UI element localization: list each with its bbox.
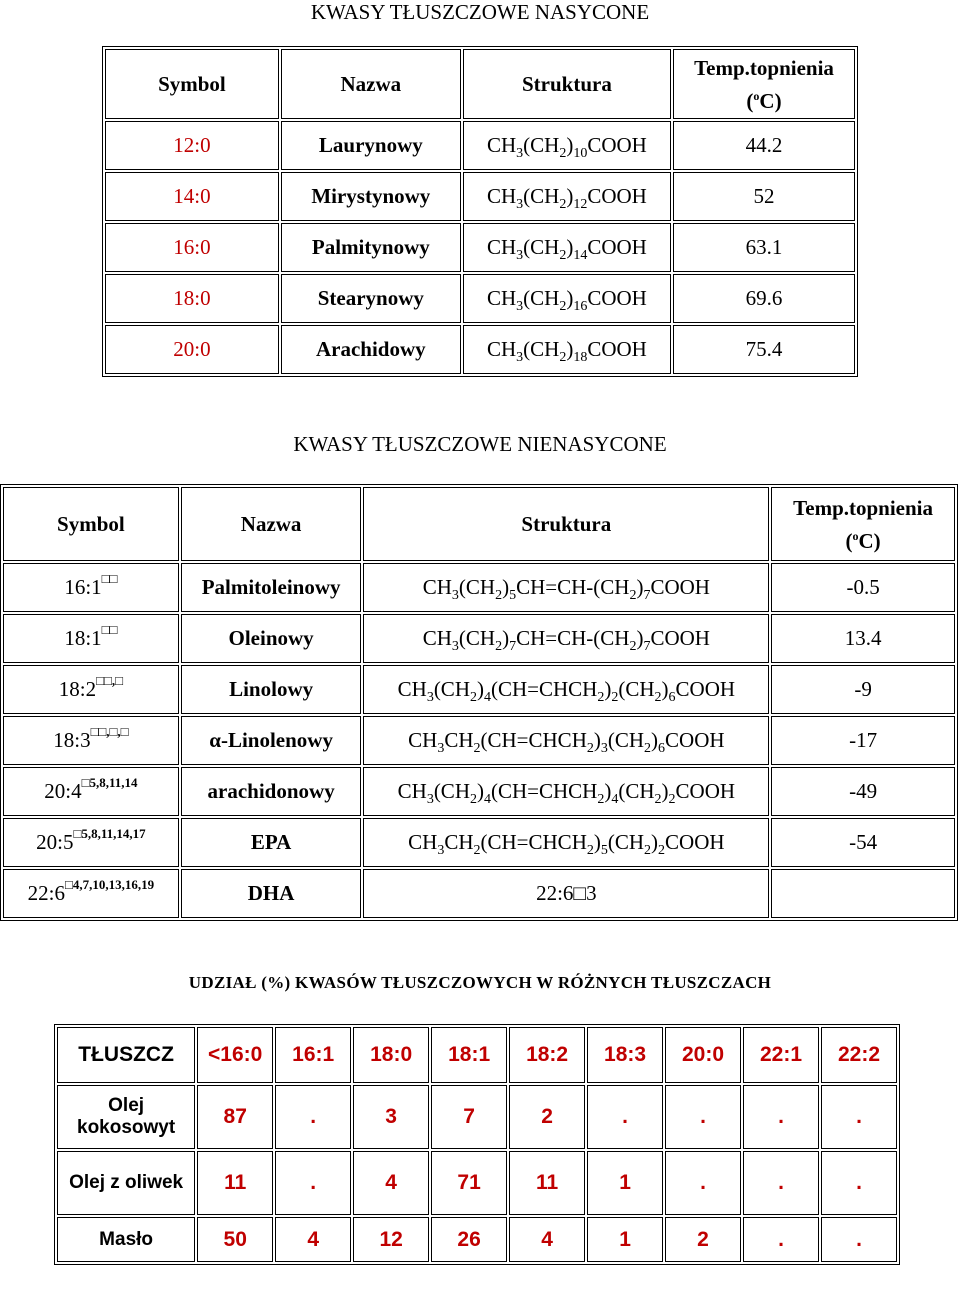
header-name: Nazwa: [281, 49, 461, 119]
formula-subscript: 2: [469, 792, 477, 808]
formula-part: CH: [486, 235, 517, 259]
formula-subscript: 3: [426, 690, 434, 706]
header-symbol: Symbol: [105, 49, 279, 119]
cell-value: 1: [587, 1217, 663, 1262]
formula-subscript: 2: [559, 146, 567, 162]
formula-subscript: 6: [668, 690, 676, 706]
cell-structure: [463, 172, 671, 221]
cell-value: .: [821, 1217, 897, 1262]
formula-part: ): [636, 626, 644, 650]
formula-part: ): [604, 779, 612, 803]
cell-structure: [463, 223, 671, 272]
formula-part: ): [651, 728, 659, 752]
header-acid: 20:0: [665, 1027, 741, 1083]
formula-part: (CH: [523, 235, 560, 259]
formula-part: (CH: [458, 575, 496, 599]
formula-part: ): [651, 830, 659, 854]
unsaturated-title: KWASY TŁUSZCZOWE NIENASYCONE: [293, 432, 667, 456]
cell-value: 4: [275, 1217, 351, 1262]
cell-symbol: 14:0: [105, 172, 279, 221]
formula-subscript: 2: [586, 741, 594, 757]
cell-structure: [463, 325, 671, 374]
table-row: [105, 172, 855, 221]
cell-name: EPA: [181, 818, 362, 867]
formula-part: (CH: [458, 626, 496, 650]
header-acid: 22:2: [821, 1027, 897, 1083]
cell-name: α-Linolenowy: [181, 716, 362, 765]
cell-structure: [363, 869, 769, 918]
header-acid: 22:1: [743, 1027, 819, 1083]
symbol-superscript: □5,8,11,14: [81, 775, 138, 790]
formula-subscript: 5: [600, 843, 608, 859]
formula-part: COOH: [587, 133, 647, 157]
formula-subscript: 3: [600, 741, 608, 757]
formula-part: (CH: [618, 677, 655, 701]
cell-value: .: [275, 1151, 351, 1215]
formula-subscript: 14: [573, 248, 588, 264]
formula-part: CH: [397, 779, 427, 803]
formula-part: CH: [422, 626, 452, 650]
formula-subscript: 3: [516, 299, 524, 315]
table-row: [105, 325, 855, 374]
formula-subscript: 2: [668, 792, 676, 808]
formula-part: CH=CH-(CH: [516, 575, 630, 599]
cell-structure: [363, 614, 769, 663]
header-acid: 18:0: [353, 1027, 429, 1083]
table-row: [3, 818, 955, 867]
formula-part: COOH: [587, 337, 647, 361]
cell-name: Mirystynowy: [281, 172, 461, 221]
table-row: [3, 869, 955, 918]
symbol-text: 20:4: [44, 779, 82, 803]
header-temp: [673, 49, 855, 119]
table-row: [3, 563, 955, 612]
table-row: [3, 665, 955, 714]
formula-part: CH: [486, 184, 517, 208]
cell-name: Arachidowy: [281, 325, 461, 374]
cell-symbol: [3, 665, 179, 714]
formula-part: CH: [486, 133, 517, 157]
formula-part: CH: [397, 677, 427, 701]
cell-name: Palmitoleinowy: [181, 563, 362, 612]
symbol-superscript: □□: [101, 622, 118, 637]
cell-temp: -9: [771, 665, 955, 714]
formula-part: ): [604, 677, 612, 701]
formula-part: COOH: [665, 728, 725, 752]
formula-part: ): [476, 779, 484, 803]
header-acid: 18:1: [431, 1027, 507, 1083]
formula-part: ): [566, 184, 574, 208]
formula-part: COOH: [665, 830, 725, 854]
cell-symbol: [3, 767, 179, 816]
cell-temp: 75.4: [673, 325, 855, 374]
cell-value: 11: [197, 1151, 273, 1215]
formula-subscript: 7: [643, 588, 651, 604]
share-table: [54, 1024, 900, 1265]
cell-temp: 69.6: [673, 274, 855, 323]
share-title: UDZIAŁ (%) KWASÓW TŁUSZCZOWYCH W RÓŻNYCH TŁUSZCZACH: [188, 973, 772, 992]
symbol-superscript: □5,8,11,14,17: [73, 826, 146, 841]
formula-subscript: 2: [644, 843, 652, 859]
cell-value: 26: [431, 1217, 507, 1262]
formula-part: (CH=CHCH: [490, 677, 598, 701]
table-row: [3, 767, 955, 816]
formula-part: (CH: [433, 677, 470, 701]
formula-subscript: 4: [483, 690, 491, 706]
cell-value: .: [743, 1085, 819, 1149]
symbol-text: 18:1: [64, 626, 102, 650]
formula-subscript: 2: [597, 792, 605, 808]
symbol-superscript: □□: [101, 571, 118, 586]
saturated-table: [102, 46, 858, 377]
formula-part: (CH: [523, 337, 560, 361]
formula-part: COOH: [675, 677, 736, 701]
formula-subscript: 12: [573, 197, 588, 213]
cell-value: 4: [353, 1151, 429, 1215]
cell-symbol: [3, 716, 179, 765]
cell-value: 71: [431, 1151, 507, 1215]
cell-value: .: [821, 1085, 897, 1149]
cell-value: 87: [197, 1085, 273, 1149]
header-acid: 18:3: [587, 1027, 663, 1083]
table-row: [57, 1085, 897, 1149]
formula-part: COOH: [587, 235, 647, 259]
formula-subscript: 3: [451, 639, 459, 655]
symbol-superscript: □4,7,10,13,16,19: [64, 877, 155, 892]
formula-subscript: 16: [573, 299, 588, 315]
cell-temp: 13.4: [771, 614, 955, 663]
formula-part: ): [502, 626, 510, 650]
unsaturated-table: [0, 484, 958, 921]
header-temp-unit: ($^o$C): [746, 88, 782, 113]
cell-symbol: 16:0: [105, 223, 279, 272]
formula-part: COOH: [587, 286, 647, 310]
formula-subscript: 5: [509, 588, 517, 604]
cell-structure: [363, 716, 769, 765]
symbol-text: 20:5: [36, 830, 74, 854]
formula-part: ): [502, 575, 510, 599]
formula-subscript: 2: [597, 690, 605, 706]
cell-name: arachidonowy: [181, 767, 362, 816]
cell-symbol: [3, 818, 179, 867]
header-temp-label: Temp.topnienia: [793, 495, 934, 520]
formula-subscript: 2: [559, 350, 567, 366]
formula-subscript: 4: [611, 792, 619, 808]
formula-subscript: 3: [516, 248, 524, 264]
formula-subscript: 2: [495, 639, 503, 655]
table-row: [57, 1151, 897, 1215]
formula-part: (CH: [607, 728, 645, 752]
formula-part: ): [566, 133, 574, 157]
cell-value: .: [821, 1151, 897, 1215]
formula-subscript: 2: [586, 843, 594, 859]
formula-part: CH: [444, 728, 474, 752]
saturated-title: KWASY TŁUSZCZOWE NASYCONE: [310, 0, 650, 24]
cell-symbol: [3, 614, 179, 663]
formula-subscript: 3: [426, 792, 434, 808]
formula-subscript: 3: [516, 146, 524, 162]
formula-part: CH=CH-(CH: [516, 626, 630, 650]
header-name: Nazwa: [181, 487, 362, 561]
formula-part: (CH: [523, 184, 560, 208]
formula-part: CH: [486, 286, 517, 310]
formula-subscript: 2: [473, 741, 481, 757]
cell-value: .: [743, 1151, 819, 1215]
table-header-row: [3, 487, 955, 561]
formula-part: (CH: [523, 133, 560, 157]
formula-part: ): [636, 575, 644, 599]
symbol-text: 18:3: [53, 728, 91, 752]
table-header-row: [105, 49, 855, 119]
symbol-text: 16:1: [64, 575, 102, 599]
header-temp: [771, 487, 955, 561]
formula-part: (CH: [433, 779, 470, 803]
cell-structure: [363, 563, 769, 612]
formula-subscript: 7: [643, 639, 651, 655]
cell-value: .: [665, 1151, 741, 1215]
formula-subscript: 10: [573, 146, 588, 162]
formula-subscript: 3: [437, 843, 445, 859]
symbol-superscript: □□,□: [96, 673, 123, 688]
symbol-text: 22:6: [27, 881, 65, 905]
formula-part: (CH=CHCH: [490, 779, 598, 803]
cell-value: 1: [587, 1151, 663, 1215]
formula-subscript: 2: [658, 843, 666, 859]
formula-subscript: 2: [629, 588, 637, 604]
cell-temp: -54: [771, 818, 955, 867]
table-row: [105, 223, 855, 272]
formula-subscript: 6: [658, 741, 666, 757]
cell-temp: -0.5: [771, 563, 955, 612]
cell-value: 50: [197, 1217, 273, 1262]
formula-subscript: 2: [559, 299, 567, 315]
formula-part: (CH=CHCH: [480, 728, 587, 752]
cell-value: 2: [509, 1085, 585, 1149]
formula-subscript: 18: [573, 350, 588, 366]
formula-part: ): [566, 337, 574, 361]
formula-subscript: 2: [629, 639, 637, 655]
formula-part: COOH: [650, 626, 710, 650]
formula-subscript: 2: [559, 248, 567, 264]
formula-part: (CH=CHCH: [480, 830, 587, 854]
cell-value: .: [665, 1085, 741, 1149]
table-row: [57, 1217, 897, 1262]
formula-subscript: 4: [483, 792, 491, 808]
cell-fat-name: Masło: [57, 1217, 195, 1262]
formula-subscript: 2: [469, 690, 477, 706]
cell-temp: -49: [771, 767, 955, 816]
formula-part: COOH: [650, 575, 710, 599]
formula-part: ): [566, 286, 574, 310]
cell-name: DHA: [181, 869, 362, 918]
cell-symbol: 18:0: [105, 274, 279, 323]
cell-temp: 44.2: [673, 121, 855, 170]
formula-part: ): [593, 830, 601, 854]
header-acid: <16:0: [197, 1027, 273, 1083]
cell-value: 4: [509, 1217, 585, 1262]
cell-structure: [363, 665, 769, 714]
header-acid: 18:2: [509, 1027, 585, 1083]
cell-temp: 52: [673, 172, 855, 221]
cell-value: 7: [431, 1085, 507, 1149]
cell-value: .: [275, 1085, 351, 1149]
cell-value: .: [587, 1085, 663, 1149]
header-temp-unit: ($^o$C): [845, 528, 881, 553]
cell-structure: [363, 767, 769, 816]
table-row: [3, 716, 955, 765]
header-structure: Struktura: [363, 487, 769, 561]
table-row: [105, 274, 855, 323]
formula-subscript: 3: [516, 197, 524, 213]
formula-subscript: 2: [644, 741, 652, 757]
formula-part: ): [476, 677, 484, 701]
formula-part: CH: [422, 575, 452, 599]
symbol-text: 18:2: [58, 677, 97, 701]
cell-name: Laurynowy: [281, 121, 461, 170]
cell-symbol: [3, 869, 179, 918]
cell-temp: -17: [771, 716, 955, 765]
formula-part: COOH: [587, 184, 647, 208]
cell-name: Palmitynowy: [281, 223, 461, 272]
cell-structure: [463, 274, 671, 323]
header-symbol: Symbol: [3, 487, 179, 561]
cell-value: 3: [353, 1085, 429, 1149]
cell-value: .: [743, 1217, 819, 1262]
table-row: [105, 121, 855, 170]
formula-part: (CH: [607, 830, 645, 854]
formula-part: (CH: [618, 779, 655, 803]
cell-temp: 63.1: [673, 223, 855, 272]
cell-value: 11: [509, 1151, 585, 1215]
formula-part: 22:6□3: [536, 881, 597, 905]
formula-subscript: 3: [437, 741, 445, 757]
formula-subscript: 2: [473, 843, 481, 859]
cell-name: Linolowy: [181, 665, 362, 714]
formula-part: (CH: [523, 286, 560, 310]
table-header-row: [57, 1027, 897, 1083]
formula-part: COOH: [675, 779, 736, 803]
cell-value: 12: [353, 1217, 429, 1262]
formula-part: ): [566, 235, 574, 259]
formula-subscript: 2: [559, 197, 567, 213]
cell-value: 2: [665, 1217, 741, 1262]
formula-subscript: 7: [509, 639, 517, 655]
cell-symbol: [3, 563, 179, 612]
cell-structure: [363, 818, 769, 867]
header-temp-label: Temp.topnienia: [694, 55, 834, 80]
formula-subscript: 3: [516, 350, 524, 366]
formula-subscript: 2: [495, 588, 503, 604]
formula-subscript: 2: [654, 792, 662, 808]
cell-symbol: 20:0: [105, 325, 279, 374]
formula-part: ): [593, 728, 601, 752]
formula-part: CH: [444, 830, 474, 854]
symbol-superscript: □□,□,□: [90, 724, 129, 739]
table-row: [3, 614, 955, 663]
formula-subscript: 3: [451, 588, 459, 604]
cell-structure: [463, 121, 671, 170]
header-fat: TŁUSZCZ: [57, 1027, 195, 1083]
cell-fat-name: Olej kokosowyt: [57, 1085, 195, 1149]
formula-part: CH: [408, 830, 438, 854]
cell-temp: [771, 869, 955, 918]
formula-subscript: 2: [611, 690, 619, 706]
header-structure: Struktura: [463, 49, 671, 119]
formula-part: ): [661, 677, 669, 701]
formula-part: ): [661, 779, 669, 803]
formula-part: CH: [408, 728, 438, 752]
cell-name: Oleinowy: [181, 614, 362, 663]
cell-name: Stearynowy: [281, 274, 461, 323]
formula-part: CH: [486, 337, 517, 361]
header-acid: 16:1: [275, 1027, 351, 1083]
cell-fat-name: Olej z oliwek: [57, 1151, 195, 1215]
cell-symbol: 12:0: [105, 121, 279, 170]
formula-subscript: 2: [654, 690, 662, 706]
